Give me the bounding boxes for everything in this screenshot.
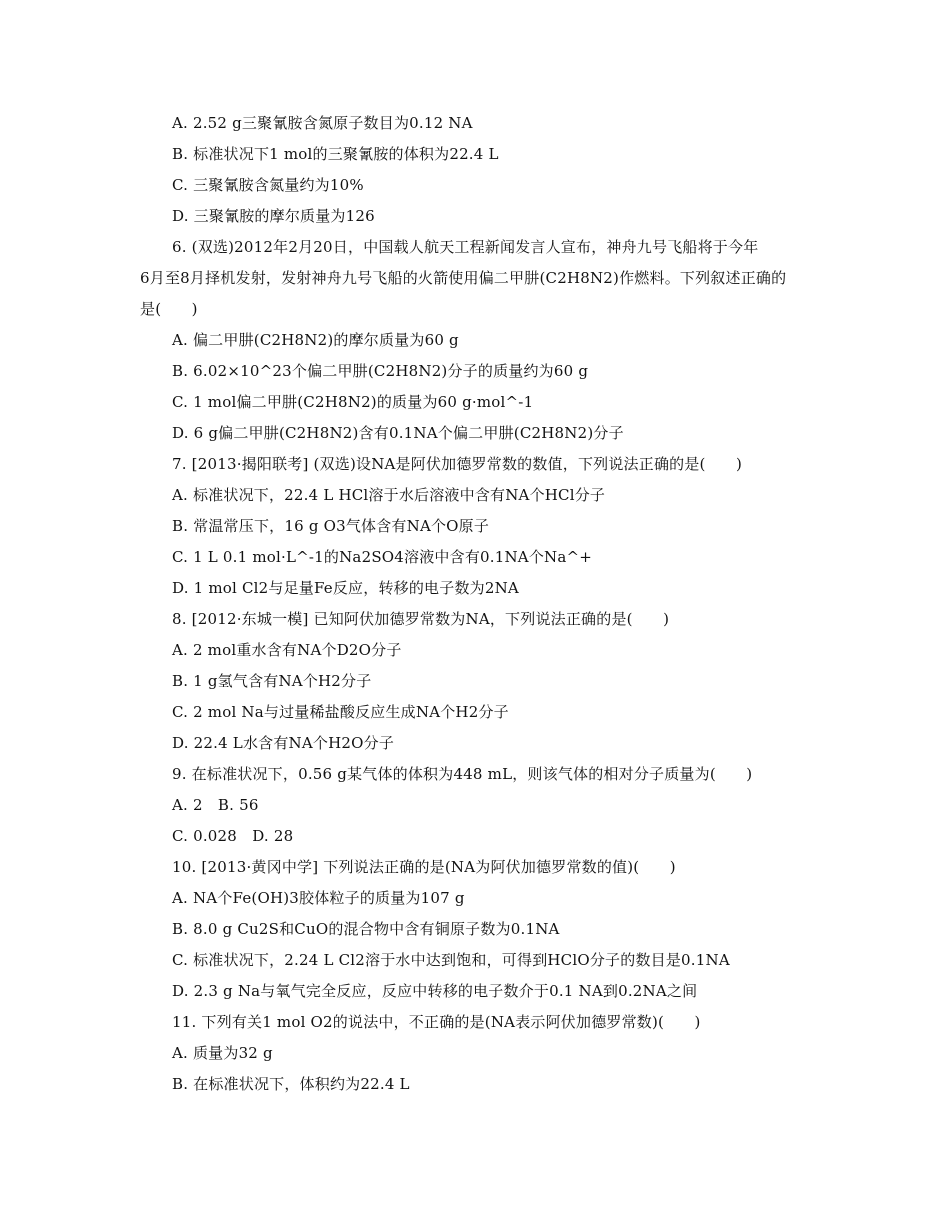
question-line: 10. [2013·黄冈中学] 下列说法正确的是(NA为阿伏加德罗常数的值)( ) (172, 858, 676, 876)
question-line: 6月至8月择机发射，发射神舟九号飞船的火箭使用偏二甲肼(C2H8N2)作燃料。下列叙述正确的 (140, 269, 787, 287)
option-line: B. 在标准状况下，体积约为22.4 L (172, 1075, 410, 1093)
option-line: A. NA个Fe(OH)3胶体粒子的质量为107 g (172, 889, 465, 907)
option-line: C. 标准状况下，2.24 L Cl2溶于水中达到饱和，可得到HClO分子的数目是0.1NA (172, 951, 730, 969)
option-line: A. 2.52 g三聚氰胺含氮原子数目为0.12 NA (172, 114, 473, 132)
option-line: C. 三聚氰胺含氮量约为10% (172, 176, 364, 194)
option-line: A. 偏二甲肼(C2H8N2)的摩尔质量为60 g (172, 331, 459, 349)
option-line: B. 8.0 g Cu2S和CuO的混合物中含有铜原子数为0.1NA (172, 920, 560, 938)
option-line: A. 2 mol重水含有NA个D2O分子 (172, 641, 402, 659)
option-line: C. 2 mol Na与过量稀盐酸反应生成NA个H2分子 (172, 703, 509, 721)
option-line: A. 2 B. 56 (172, 796, 259, 814)
question-line: 11. 下列有关1 mol O2的说法中，不正确的是(NA表示阿伏加德罗常数)( ) (172, 1013, 701, 1031)
option-line: D. 22.4 L水含有NA个H2O分子 (172, 734, 395, 752)
question-line: 6. (双选)2012年2月20日，中国载人航天工程新闻发言人宣布，神舟九号飞船将于今年 (172, 238, 759, 256)
option-line: C. 1 mol偏二甲肼(C2H8N2)的质量为60 g·mol^-1 (172, 393, 534, 411)
option-line: D. 2.3 g Na与氧气完全反应，反应中转移的电子数介于0.1 NA到0.2NA之间 (172, 982, 698, 1000)
question-line: 9. 在标准状况下，0.56 g某气体的体积为448 mL，则该气体的相对分子质量为( ) (172, 765, 753, 783)
question-line: 7. [2013·揭阳联考] (双选)设NA是阿伏加德罗常数的数值，下列说法正确的是( ) (172, 455, 743, 473)
question-line: 是( ) (140, 300, 198, 318)
option-line: D. 三聚氰胺的摩尔质量为126 (172, 207, 375, 225)
question-line: 8. [2012·东城一模] 已知阿伏加德罗常数为NA，下列说法正确的是( ) (172, 610, 670, 628)
option-line: D. 6 g偏二甲肼(C2H8N2)含有0.1NA个偏二甲肼(C2H8N2)分子 (172, 424, 624, 442)
option-line: B. 1 g氢气含有NA个H2分子 (172, 672, 372, 690)
option-line: C. 1 L 0.1 mol·L^-1的Na2SO4溶液中含有0.1NA个Na^+ (172, 548, 593, 566)
option-line: A. 标准状况下，22.4 L HCl溶于水后溶液中含有NA个HCl分子 (172, 486, 606, 504)
option-line: A. 质量为32 g (172, 1044, 273, 1062)
option-line: B. 标准状况下1 mol的三聚氰胺的体积为22.4 L (172, 145, 499, 163)
option-line: C. 0.028 D. 28 (172, 827, 294, 845)
option-line: B. 6.02×10^23个偏二甲肼(C2H8N2)分子的质量约为60 g (172, 362, 589, 380)
option-line: B. 常温常压下，16 g O3气体含有NA个O原子 (172, 517, 490, 535)
option-line: D. 1 mol Cl2与足量Fe反应，转移的电子数为2NA (172, 579, 519, 597)
